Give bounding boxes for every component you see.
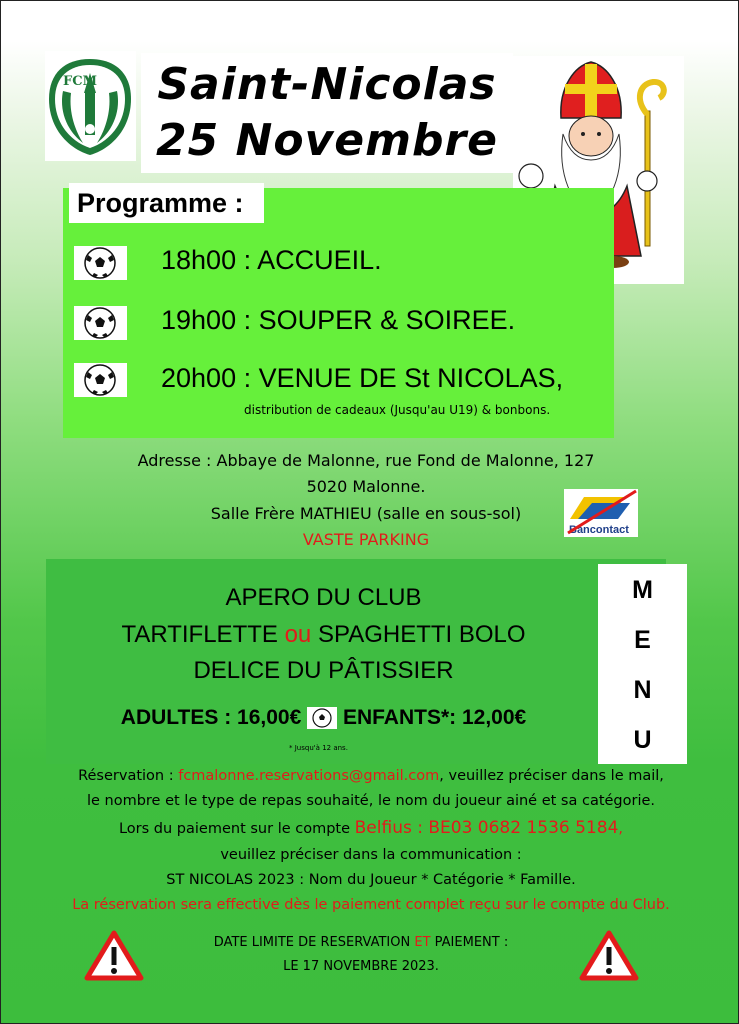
programme-item-souper: 19h00 : SOUPER & SOIREE. xyxy=(161,305,516,335)
payment-suffix: , xyxy=(618,821,624,837)
deadline-text-a: DATE LIMITE DE RESERVATION xyxy=(213,935,411,950)
deadline-text-b: PAIEMENT : xyxy=(434,935,509,950)
payment-prefix: Lors du paiement sur le compte xyxy=(118,821,351,837)
menu-item-dessert: DELICE DU PÂTISSIER xyxy=(193,657,454,684)
menu-letter: N xyxy=(633,676,652,704)
address-line-3: Salle Frère MATHIEU (salle en sous-sol) xyxy=(210,504,522,523)
page-title: Saint-Nicolas xyxy=(157,59,497,110)
reservation-email[interactable]: fcmalonne.reservations@gmail.com xyxy=(178,768,440,784)
reservation-suffix: , veuillez préciser dans le mail, xyxy=(439,768,664,784)
menu-footnote: * Jusqu'à 12 ans. xyxy=(289,744,348,752)
menu-letter: E xyxy=(634,626,651,654)
logo-text: FCM xyxy=(63,74,97,89)
address-line-1: Adresse : Abbaye de Malonne, rue Fond de Malonne, 127 xyxy=(137,451,595,470)
reservation-line-4: veuillez préciser dans la communication : xyxy=(220,847,522,863)
reservation-line-3 xyxy=(21,818,721,838)
reservation-line-2: le nombre et le type de repas souhaité, le nom du joueur ainé et sa catégorie. xyxy=(86,793,656,809)
menu-item-tartiflette: TARTIFLETTE xyxy=(121,621,278,648)
menu-item-apero: APERO DU CLUB xyxy=(225,584,422,611)
programme-sub-note: distribution de cadeaux (Jusqu'au U19) & bonbons. xyxy=(244,403,551,417)
address-line-2: 5020 Malonne. xyxy=(306,477,426,496)
reservation-line-1 xyxy=(21,768,721,784)
bank-account: Belfius : BE03 0682 1536 5184 xyxy=(354,818,619,838)
reservation-line-6: La réservation sera effective dès le paiement complet reçu sur le compte du Club. xyxy=(72,897,670,913)
warning-icon xyxy=(84,930,144,982)
reservation-line-5: ST NICOLAS 2023 : Nom du Joueur * Catégorie * Famille. xyxy=(166,872,576,888)
price-children: ENFANTS*: 12,00€ xyxy=(342,706,527,729)
programme-item-st-nicolas: 20h00 : VENUE DE St NICOLAS, xyxy=(161,363,564,393)
soccer-ball-icon xyxy=(74,363,127,397)
event-date: 25 Novembre xyxy=(155,115,498,166)
soccer-ball-icon xyxy=(74,306,127,340)
menu-letter: M xyxy=(632,576,653,604)
parking-note: VASTE PARKING xyxy=(302,530,430,549)
menu-item-main-choice xyxy=(46,621,601,649)
price-adults: ADULTES : 16,00€ xyxy=(120,706,302,729)
programme-item-accueil: 18h00 : ACCUEIL. xyxy=(161,245,382,275)
programme-label: Programme : xyxy=(69,183,264,223)
bancontact-crossed-icon xyxy=(564,489,638,537)
deadline-line-1 xyxy=(151,935,571,950)
deadline-date: LE 17 NOVEMBRE 2023. xyxy=(283,959,439,974)
reservation-prefix: Réservation : xyxy=(78,768,174,784)
club-logo xyxy=(45,51,136,161)
bancontact-label: Bancontact xyxy=(569,524,629,536)
menu-letter: U xyxy=(633,726,652,754)
title-block xyxy=(141,53,513,173)
menu-vertical-label xyxy=(598,564,687,764)
menu-or: ou xyxy=(284,621,312,648)
warning-icon xyxy=(579,930,639,982)
soccer-ball-icon xyxy=(307,707,337,729)
menu-item-spaghetti: SPAGHETTI BOLO xyxy=(317,621,526,648)
deadline-and: ET xyxy=(414,935,431,950)
menu-prices xyxy=(46,706,601,730)
soccer-ball-icon xyxy=(74,246,127,280)
